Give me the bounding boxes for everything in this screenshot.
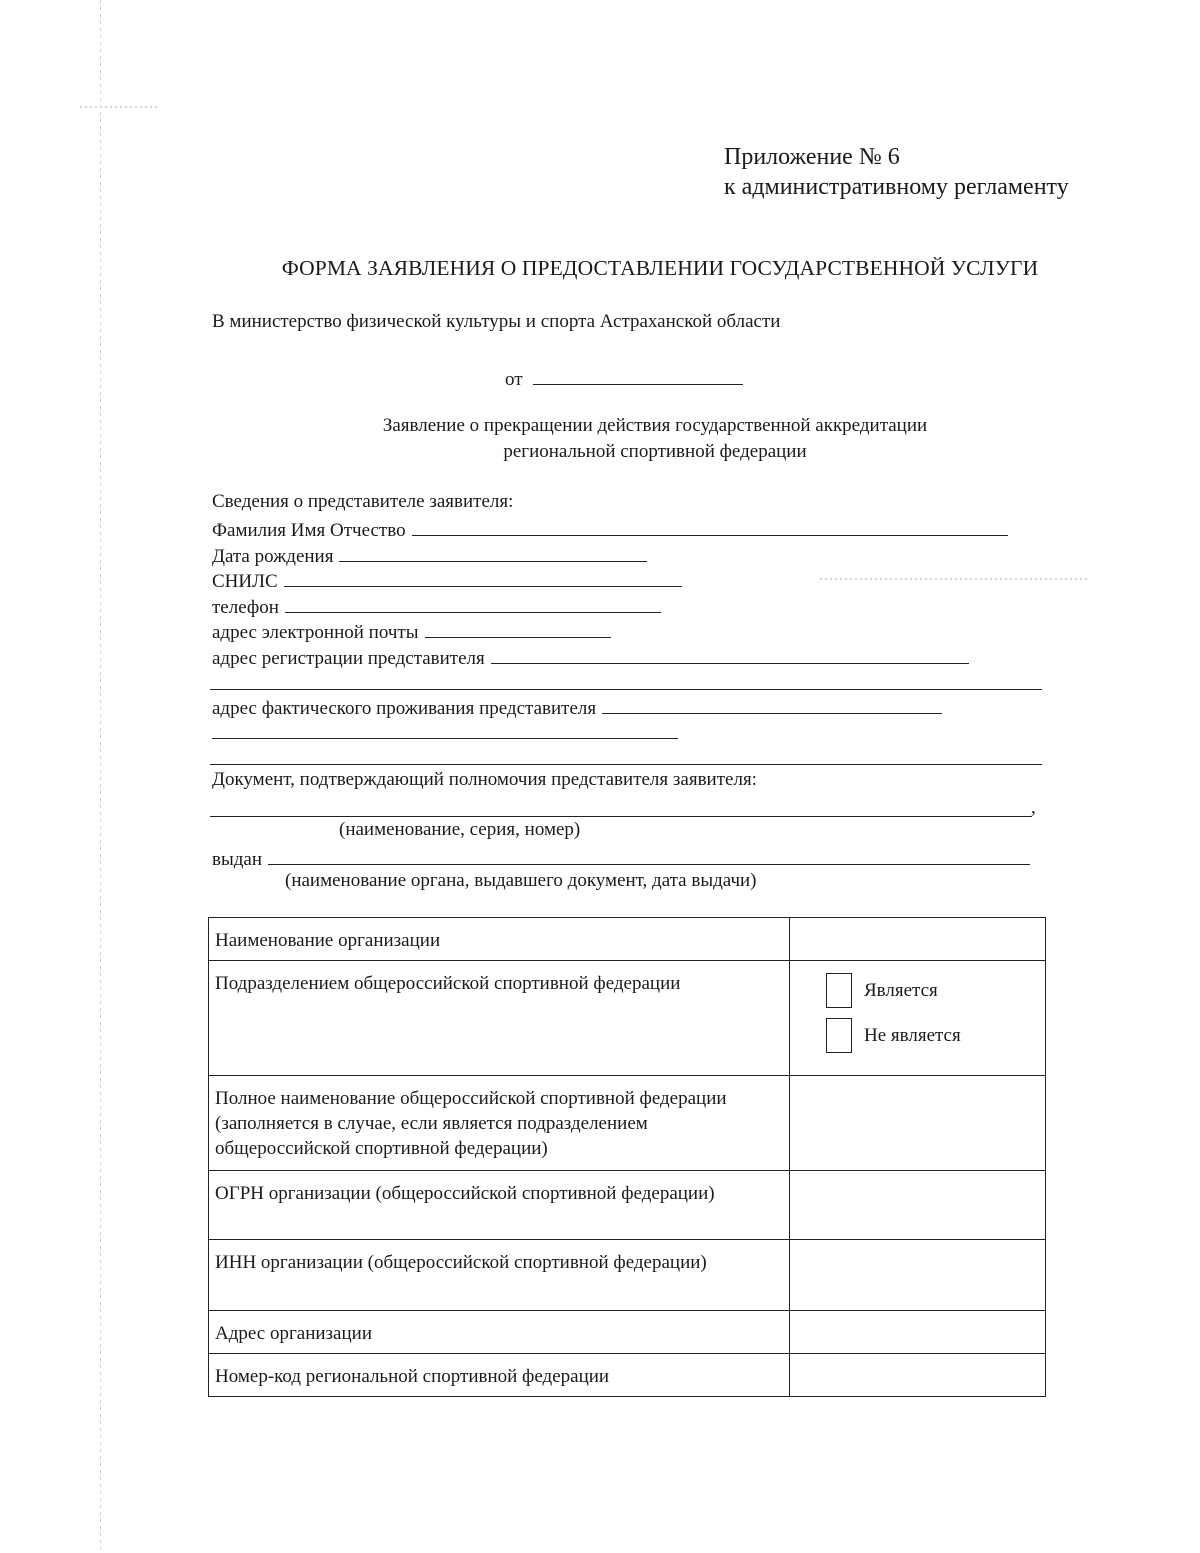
actual-address-continuation-line[interactable] (212, 738, 678, 739)
from-field (505, 366, 743, 391)
subdivision-options-cell (790, 961, 1046, 1076)
form-title: ФОРМА ЗАЯВЛЕНИЯ О ПРЕДОСТАВЛЕНИИ ГОСУДАРСТВЕННОЙ УСЛУГИ (281, 256, 1039, 280)
snils-label: СНИЛС (212, 571, 278, 592)
full-name-blank[interactable] (412, 517, 1008, 536)
scan-noise (820, 578, 1090, 580)
authority-doc-line[interactable] (210, 816, 1032, 817)
phone-label: телефон (212, 597, 279, 618)
appendix-number: Приложение № 6 (724, 144, 900, 170)
table-row (209, 918, 1046, 961)
table-row (209, 1354, 1046, 1397)
phone-field (212, 594, 661, 619)
scan-noise (80, 106, 160, 108)
org-address-label: Адрес организации (209, 1311, 790, 1354)
option-is-not-checkbox[interactable] (826, 1018, 852, 1053)
actual-address-blank[interactable] (602, 695, 942, 714)
email-blank[interactable] (425, 619, 611, 638)
org-name-value-cell[interactable] (790, 918, 1046, 961)
addressee: В министерство физической культуры и спорта Астраханской области (212, 311, 781, 332)
full-name-field (212, 517, 1008, 542)
table-row (209, 1076, 1046, 1171)
ogrn-label: ОГРН организации (общероссийской спортивной федерации) (209, 1171, 790, 1240)
birth-date-label: Дата рождения (212, 546, 334, 567)
organization-table (208, 917, 1046, 1397)
actual-address-label: адрес фактического проживания представителя (212, 698, 597, 719)
scan-edge-artifact (100, 0, 101, 1553)
federation-full-name-label: Полное наименование общероссийской спортивной федерации (заполняется в случае, если является подразделением общероссийской спортивной федерации) (209, 1076, 790, 1171)
subtitle-line-2: региональной спортивной федерации (503, 441, 807, 462)
appendix-reference: к административному регламенту (724, 174, 1069, 200)
appendix-note (724, 142, 1069, 202)
org-name-label: Наименование организации (209, 918, 790, 961)
option-is-checkbox[interactable] (826, 973, 852, 1008)
reg-address-continuation-line[interactable] (210, 689, 1042, 690)
from-label: от (505, 369, 523, 390)
phone-blank[interactable] (285, 594, 661, 613)
option-is-label: Является (864, 980, 938, 1001)
table-row (209, 1171, 1046, 1240)
subdivision-label: Подразделением общероссийской спортивной федерации (209, 961, 790, 1076)
representative-heading: Сведения о представителе заявителя: (212, 491, 514, 512)
email-field (212, 619, 611, 644)
federation-full-name-value-cell[interactable] (790, 1076, 1046, 1171)
birth-date-blank[interactable] (339, 543, 647, 562)
subtitle-line-1: Заявление о прекращении действия государственной аккредитации (382, 415, 928, 436)
snils-blank[interactable] (284, 568, 682, 587)
application-subtitle (300, 413, 1010, 465)
federation-code-value-cell[interactable] (790, 1354, 1046, 1397)
option-is-not-label: Не является (864, 1025, 961, 1046)
from-blank[interactable] (533, 366, 743, 385)
table-row (209, 961, 1046, 1076)
authority-doc-comma: , (1031, 797, 1036, 818)
ogrn-value-cell[interactable] (790, 1171, 1046, 1240)
email-label: адрес электронной почты (212, 622, 419, 643)
authority-doc-heading: Документ, подтверждающий полномочия представителя заявителя: (212, 769, 757, 790)
inn-label: ИНН организации (общероссийской спортивной федерации) (209, 1240, 790, 1311)
issuer-caption: (наименование органа, выдавшего документ, дата выдачи) (285, 870, 757, 891)
inn-value-cell[interactable] (790, 1240, 1046, 1311)
actual-address-continuation-line-2[interactable] (210, 764, 1042, 765)
actual-address-field (212, 695, 942, 720)
issued-by-label: выдан (212, 849, 263, 870)
full-name-label: Фамилия Имя Отчество (212, 520, 406, 541)
org-address-value-cell[interactable] (790, 1311, 1046, 1354)
table-row (209, 1311, 1046, 1354)
option-is-not (826, 1018, 1039, 1053)
option-is (826, 973, 1039, 1008)
reg-address-blank[interactable] (491, 645, 969, 664)
authority-doc-caption: (наименование, серия, номер) (339, 819, 581, 840)
issued-by-blank[interactable] (268, 846, 1030, 865)
table-row (209, 1240, 1046, 1311)
issued-by-field (212, 846, 1030, 871)
reg-address-label: адрес регистрации представителя (212, 648, 485, 669)
federation-code-label: Номер-код региональной спортивной федерации (209, 1354, 790, 1397)
birth-date-field (212, 543, 647, 568)
reg-address-field (212, 645, 969, 670)
snils-field (212, 568, 682, 593)
